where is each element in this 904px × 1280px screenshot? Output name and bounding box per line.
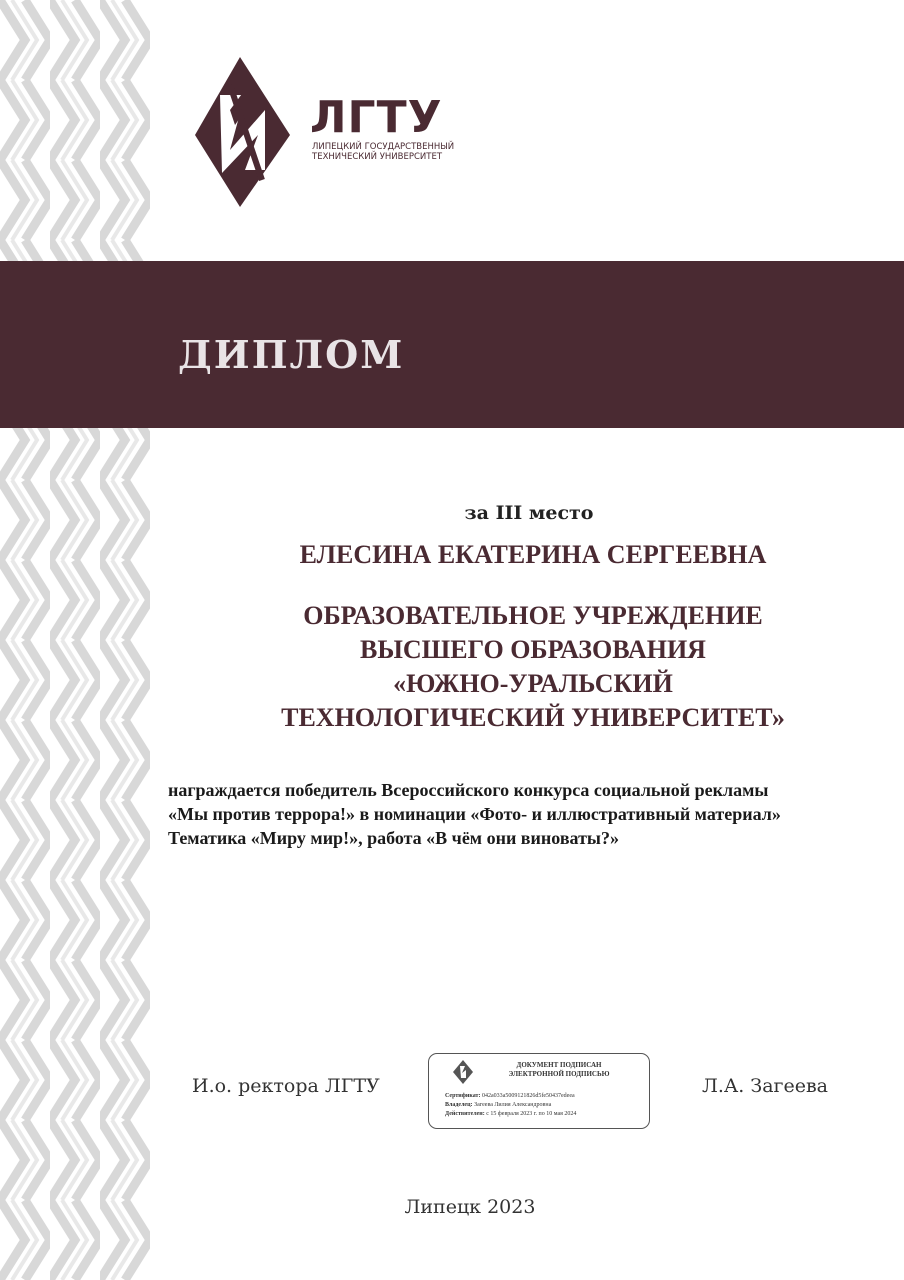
stamp-title: ДОКУМЕНТ ПОДПИСАН ЭЛЕКТРОННОЙ ПОДПИСЬЮ (508, 1061, 610, 1078)
organization-line: ТЕХНОЛОГИЧЕСКИЙ УНИВЕРСИТЕТ» (281, 703, 785, 732)
signer-name: Л.А. Загеева (702, 1075, 828, 1097)
city-year: Липецк 2023 (404, 1196, 536, 1218)
award-line: Тематика «Миру мир!», работа «В чём они виноваты?» (168, 828, 619, 848)
signer-position: И.о. ректора ЛГТУ (192, 1075, 380, 1097)
award-line: «Мы против террора!» в номинации «Фото- и иллюстративный материал» (168, 804, 781, 824)
organization-line: «ЮЖНО-УРАЛЬСКИЙ (393, 669, 673, 698)
logo-wordmark: ЛГТУ (310, 92, 443, 143)
recipient-name: ЕЛЕСИНА ЕКАТЕРИНА СЕРГЕЕВНА (299, 540, 767, 569)
logo-subtitle: ЛИПЕЦКИЙ ГОСУДАРСТВЕННЫЙ ТЕХНИЧЕСКИЙ УНИВЕРСИТЕТ (312, 142, 455, 162)
organization-line: ВЫСШЕГО ОБРАЗОВАНИЯ (360, 635, 706, 664)
signature-logo-icon (453, 1060, 473, 1084)
organization-line: ОБРАЗОВАТЕЛЬНОЕ УЧРЕЖДЕНИЕ (303, 601, 763, 630)
stamp-details: Сертификат: 042a033a5009121826d5fe50437edeea Владелец: Загеева Лилия Александровна Действителен: с 15 февраля 2023 г. по 10 мая 2024 (445, 1093, 577, 1117)
decorative-pattern (0, 0, 150, 1280)
electronic-signature-stamp (428, 1053, 650, 1129)
title-band (0, 261, 904, 428)
page-title: ДИПЛОМ (178, 332, 405, 377)
place-text: за III место (464, 502, 594, 524)
organization-name (160, 599, 904, 735)
award-line: награждается победитель Всероссийского конкурса социальной рекламы (168, 780, 769, 800)
award-description (168, 778, 888, 850)
